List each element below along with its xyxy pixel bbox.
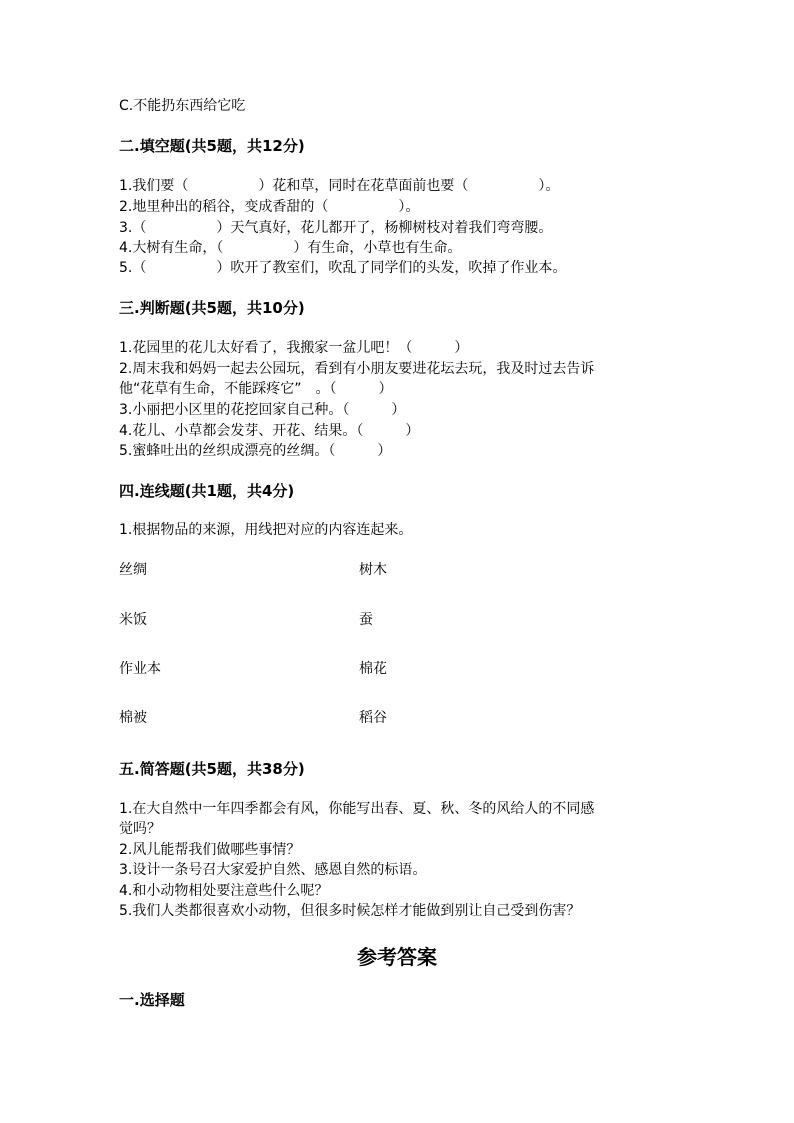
judge-question-3: 3.小丽把小区里的花挖回家自己种。（ ） [119,402,406,418]
option-c: C.不能扔东西给它吃 [119,98,246,114]
short-question-5: 5.我们人类都很喜欢小动物，但很多时候怎样才能做到别让自己受到伤害？ [119,903,581,919]
match-right-2: 蚕 [359,612,373,628]
judge-question-1: 1.花园里的花儿太好看了，我搬家一盆儿吧！（ ） [119,340,469,356]
match-left-4: 棉被 [119,710,147,726]
short-question-4: 4.和小动物相处要注意些什么呢？ [119,883,329,899]
match-right-4: 稻谷 [359,710,387,726]
judge-question-2-line2: 他“花草有生命，不能踩疼它” 。（ ） [119,381,393,397]
match-left-2: 米饭 [119,612,147,628]
section5-heading: 五.简答题(共5题，共38分) [119,760,305,778]
fill-question-5: 5.（ ）吹开了教室们，吹乱了同学们的头发，吹掉了作业本。 [119,260,567,276]
match-right-3: 棉花 [359,661,387,677]
matching-instruction: 1.根据物品的来源，用线把对应的内容连起来。 [119,522,413,538]
judge-question-5: 5.蜜蜂吐出的丝织成漂亮的丝绸。（ ） [119,443,392,459]
answer-section1-heading: 一.选择题 [119,991,185,1009]
short-question-1-line1: 1.在大自然中一年四季都会有风，你能写出春、夏、秋、冬的风给人的不同感 [119,801,595,817]
judge-question-4: 4.花儿、小草都会发芽、开花、结果。（ ） [119,423,420,439]
fill-question-1: 1.我们要（ ）花和草，同时在花草面前也要（ ）。 [119,178,560,194]
section3-heading: 三.判断题(共5题，共10分) [119,299,305,317]
match-right-1: 树木 [359,562,387,578]
section4-heading: 四.连线题(共1题，共4分) [119,482,295,500]
fill-question-3: 3.（ ）天气真好，花儿都开了，杨柳树枝对着我们弯弯腰。 [119,220,553,236]
judge-question-2-line1: 2.周末我和妈妈一起去公园玩，看到有小朋友要进花坛去玩，我及时过去告诉 [119,361,595,377]
short-question-1-line2: 觉吗？ [119,821,161,837]
fill-question-2: 2.地里种出的稻谷，变成香甜的（ ）。 [119,199,420,215]
section2-heading: 二.填空题(共5题，共12分) [119,137,305,155]
fill-question-4: 4.大树有生命，（ ）有生命，小草也有生命。 [119,240,462,256]
short-question-3: 3.设计一条号召大家爱护自然、感恩自然的标语。 [119,862,427,878]
match-left-1: 丝绸 [119,562,147,578]
short-question-2: 2.风儿能帮我们做哪些事情？ [119,842,301,858]
answer-key-title: 参考答案 [357,945,437,969]
match-left-3: 作业本 [119,661,161,677]
